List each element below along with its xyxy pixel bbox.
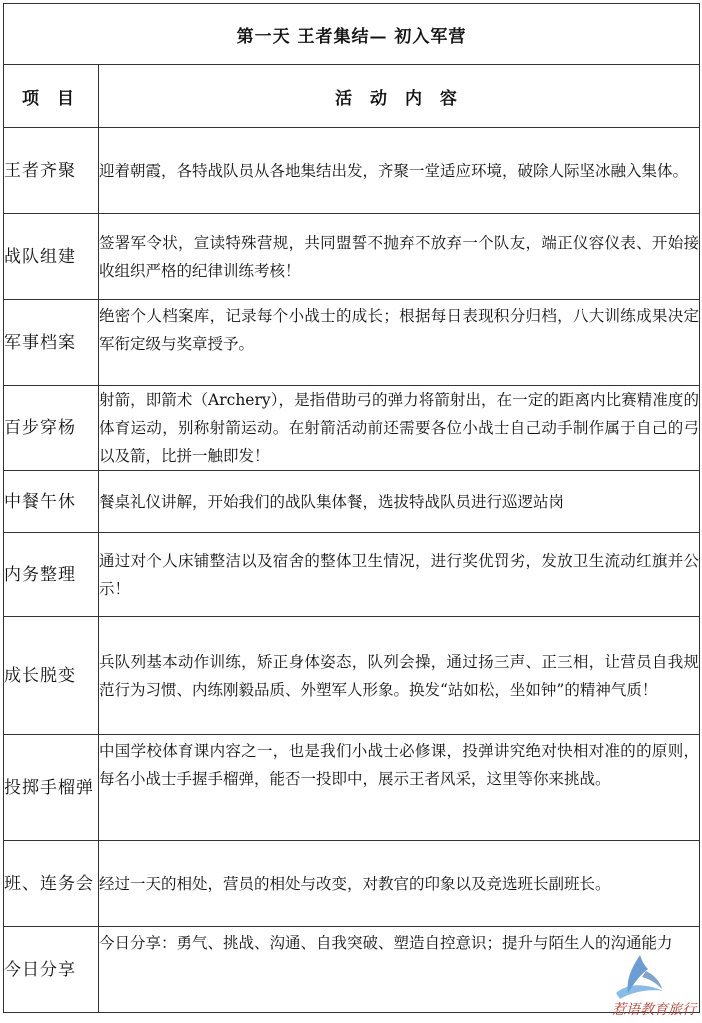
header-content: 活 动 内 容 (99, 65, 700, 128)
header-row (4, 65, 700, 128)
row-item: 中餐午休 (4, 471, 99, 533)
row-content: 签署军令状，宣读特殊营规，共同盟誓不抛弃不放弃一个队友，端正仪容仪表、开始接收组织严格的纪律训练考核！ (99, 214, 700, 300)
header-item: 项 目 (4, 65, 99, 128)
row-item: 军事档案 (4, 300, 99, 386)
row-content: 兵队列基本动作训练，矫正身体姿态，队列会操，通过扬三声、正三相，让营员自我规范行为习惯、内练刚毅品质、外塑军人形象。换发“站如松，坐如钟”的精神气质！ (99, 617, 700, 735)
row-content: 今日分享：勇气、挑战、沟通、自我突破、塑造自控意识；提升与陌生人的沟通能力 (99, 927, 700, 1013)
table-row (4, 533, 700, 617)
title-row (4, 4, 700, 65)
table-row (4, 128, 700, 214)
row-item: 百步穿杨 (4, 386, 99, 471)
table-title: 第一天 王者集结— 初入军营 (4, 4, 700, 65)
wave-logo-icon (610, 953, 670, 1001)
row-content: 餐桌礼仪讲解，开始我们的战队集体餐，选拔特战队员进行巡逻站岗 (99, 471, 700, 533)
row-content: 绝密个人档案库，记录每个小战士的成长；根据每日表现积分归档，八大训练成果决定军衔定级与奖章授予。 (99, 300, 700, 386)
row-item: 王者齐聚 (4, 128, 99, 214)
row-content: 通过对个人床铺整洁以及宿舍的整体卫生情况，进行奖优罚劣，发放卫生流动红旗并公示！ (99, 533, 700, 617)
table-row (4, 617, 700, 735)
table-row (4, 841, 700, 927)
row-content: 中国学校体育课内容之一，也是我们小战士必修课，投弹讲究绝对快相对准的的原则，每名小战士手握手榴弹，能否一投即中，展示王者风采，这里等你来挑战。 (99, 735, 700, 841)
table-row (4, 471, 700, 533)
schedule-table (3, 3, 700, 1013)
watermark (586, 949, 696, 1019)
row-content: 经过一天的相处，营员的相处与改变，对教官的印象以及竞选班长副班长。 (99, 841, 700, 927)
row-item: 成长脱变 (4, 617, 99, 735)
row-item: 今日分享 (4, 927, 99, 1013)
table-row (4, 735, 700, 841)
row-item: 投掷手榴弹 (4, 735, 99, 841)
table-row (4, 214, 700, 300)
watermark-text: 惹语教育旅行 (612, 1002, 696, 1018)
row-content: 迎着朝霞，各特战队员从各地集结出发，齐聚一堂适应环境，破除人际坚冰融入集体。 (99, 128, 700, 214)
row-content: 射箭，即箭术（Archery），是指借助弓的弹力将箭射出，在一定的距离内比赛精准度的体育运动，别称射箭运动。在射箭活动前还需要各位小战士自己动手制作属于自己的弓以及箭，比拼一触即发！ (99, 386, 700, 471)
table-row (4, 386, 700, 471)
table-row (4, 300, 700, 386)
row-item: 内务整理 (4, 533, 99, 617)
row-item: 班、连务会 (4, 841, 99, 927)
row-item: 战队组建 (4, 214, 99, 300)
